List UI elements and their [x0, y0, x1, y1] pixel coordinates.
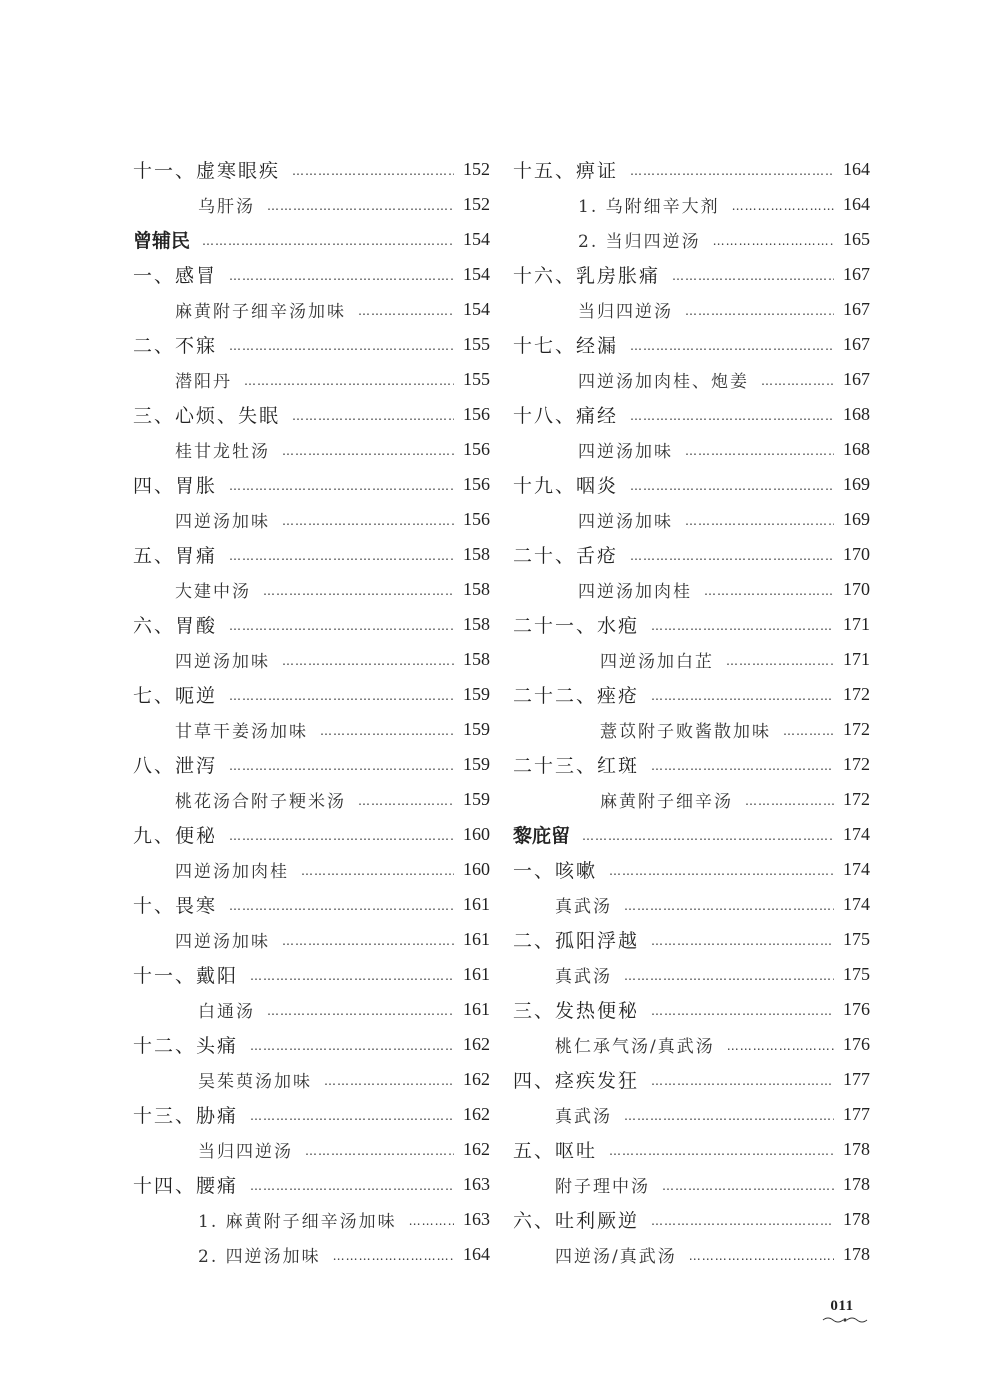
- dot-leader: [229, 480, 454, 492]
- dot-leader: [726, 655, 834, 667]
- dot-leader: [745, 795, 834, 807]
- toc-subentry[interactable]: [513, 712, 870, 747]
- toc-entry-page: 176: [843, 999, 870, 1019]
- toc-entry-title: 五、呕吐: [513, 1140, 598, 1162]
- toc-entry[interactable]: [513, 397, 870, 432]
- toc-entry-page: 171: [843, 649, 870, 669]
- toc-entry-page: 155: [463, 334, 490, 354]
- dot-leader: [229, 270, 454, 282]
- toc-entry-title: 四逆汤加味: [578, 512, 673, 532]
- toc-entry-page: 164: [463, 1244, 490, 1264]
- toc-entry[interactable]: [513, 257, 870, 292]
- dot-leader: [305, 1145, 454, 1157]
- dot-leader: [409, 1215, 454, 1227]
- toc-entry[interactable]: [133, 607, 490, 642]
- toc-entry-title: 真武汤: [555, 967, 612, 987]
- toc-entry-page: 165: [843, 229, 870, 249]
- toc-entry-title: 曾辅民: [133, 230, 191, 252]
- toc-entry-title: 四逆汤/真武汤: [555, 1247, 677, 1267]
- toc-entry-page: 159: [463, 684, 490, 704]
- toc-entry-title: 三、发热便秘: [513, 1000, 640, 1022]
- dot-leader: [229, 760, 454, 772]
- toc-entry-title: 四逆汤加白芷: [600, 652, 714, 672]
- toc-entry[interactable]: [513, 1202, 870, 1237]
- toc-subentry[interactable]: [133, 1202, 490, 1237]
- toc-entry-title: 2. 当归四逆汤: [578, 232, 701, 252]
- toc-entry-page: 174: [843, 824, 870, 844]
- dot-leader: [651, 620, 834, 632]
- toc-entry-page: 161: [463, 999, 490, 1019]
- dot-leader: [630, 550, 834, 562]
- toc-entry-page: 170: [843, 579, 870, 599]
- dot-leader: [320, 725, 454, 737]
- toc-entry[interactable]: [513, 922, 870, 957]
- toc-subentry[interactable]: [133, 922, 490, 957]
- dot-leader: [651, 760, 834, 772]
- dot-leader: [229, 690, 454, 702]
- toc-entry[interactable]: [133, 817, 490, 852]
- dot-leader: [263, 585, 454, 597]
- toc-entry-title: 四逆汤加味: [175, 512, 270, 532]
- dot-leader: [651, 935, 834, 947]
- toc-entry-page: 178: [843, 1139, 870, 1159]
- toc-subentry[interactable]: [133, 187, 490, 222]
- toc-entry-page: 162: [463, 1034, 490, 1054]
- dot-leader: [333, 1250, 454, 1262]
- dot-leader: [609, 1145, 834, 1157]
- toc-entry-title: 七、呃逆: [133, 685, 218, 707]
- toc-entry-page: 155: [463, 369, 490, 389]
- toc-entry-page: 168: [843, 439, 870, 459]
- toc-entry-title: 乌肝汤: [198, 197, 255, 217]
- dot-leader: [282, 445, 454, 457]
- toc-entry-page: 177: [843, 1069, 870, 1089]
- toc-entry-title: 六、吐利厥逆: [513, 1210, 640, 1232]
- toc-entry-title: 一、感冒: [133, 265, 218, 287]
- toc-subentry[interactable]: [513, 1237, 870, 1272]
- dot-leader: [713, 235, 834, 247]
- toc-entry-title: 三、心烦、失眠: [133, 405, 281, 427]
- dot-leader: [202, 235, 454, 247]
- toc-entry-page: 152: [463, 194, 490, 214]
- dot-leader: [282, 935, 454, 947]
- toc-entry-page: 159: [463, 754, 490, 774]
- dot-leader: [250, 1180, 454, 1192]
- dot-leader: [624, 970, 834, 982]
- dot-leader: [358, 305, 454, 317]
- dot-leader: [267, 200, 454, 212]
- toc-subentry[interactable]: [513, 887, 870, 922]
- toc-entry-page: 164: [843, 194, 870, 214]
- dot-leader: [301, 865, 454, 877]
- toc-entry-title: 2. 四逆汤加味: [198, 1247, 321, 1267]
- toc-entry[interactable]: [133, 887, 490, 922]
- toc-entry-title: 潜阳丹: [175, 372, 232, 392]
- toc-entry-page: 154: [463, 229, 490, 249]
- toc-subentry[interactable]: [513, 362, 870, 397]
- toc-section-heading[interactable]: [513, 817, 870, 852]
- toc-entry-title: 1. 麻黄附子细辛汤加味: [198, 1212, 397, 1232]
- toc-entry[interactable]: [513, 747, 870, 782]
- toc-entry-title: 十七、经漏: [513, 335, 619, 357]
- dot-leader: [292, 410, 454, 422]
- toc-entry-page: 164: [843, 159, 870, 179]
- dot-leader: [267, 1005, 454, 1017]
- toc-subentry[interactable]: [513, 502, 870, 537]
- toc-entry-title: 四逆汤加味: [175, 652, 270, 672]
- toc-entry-title: 十九、咽炎: [513, 475, 619, 497]
- toc-entry-title: 十五、痹证: [513, 160, 619, 182]
- toc-entry-page: 176: [843, 1034, 870, 1054]
- toc-entry-page: 178: [843, 1174, 870, 1194]
- toc-subentry[interactable]: [133, 572, 490, 607]
- toc-subentry[interactable]: [513, 292, 870, 327]
- toc-entry-page: 168: [843, 404, 870, 424]
- toc-entry-page: 169: [843, 474, 870, 494]
- toc-entry-page: 172: [843, 684, 870, 704]
- toc-entry-page: 175: [843, 964, 870, 984]
- toc-entry-page: 161: [463, 894, 490, 914]
- toc-entry[interactable]: [133, 467, 490, 502]
- toc-entry[interactable]: [513, 852, 870, 887]
- toc-entry[interactable]: [133, 957, 490, 992]
- dot-leader: [624, 900, 834, 912]
- toc-entry-page: 175: [843, 929, 870, 949]
- toc-entry-title: 四、痉疾发狂: [513, 1070, 640, 1092]
- toc-subentry[interactable]: [513, 187, 870, 222]
- toc-entry-title: 十一、虚寒眼疾: [133, 160, 281, 182]
- toc-entry-title: 九、便秘: [133, 825, 218, 847]
- toc-entry-title: 桃仁承气汤/真武汤: [555, 1037, 715, 1057]
- dot-leader: [651, 1005, 834, 1017]
- toc-entry[interactable]: [513, 1062, 870, 1097]
- dot-leader: [662, 1180, 834, 1192]
- dot-leader: [630, 340, 834, 352]
- dot-leader: [229, 620, 454, 632]
- toc-entry-page: 158: [463, 614, 490, 634]
- dot-leader: [704, 585, 834, 597]
- toc-entry-title: 十三、胁痛: [133, 1105, 239, 1127]
- toc-subentry[interactable]: [133, 362, 490, 397]
- toc-entry-title: 麻黄附子细辛汤加味: [175, 302, 346, 322]
- dot-leader: [783, 725, 834, 737]
- toc-entry-page: 154: [463, 299, 490, 319]
- dot-leader: [244, 375, 454, 387]
- dot-leader: [324, 1075, 454, 1087]
- toc-entry[interactable]: [133, 1097, 490, 1132]
- toc-entry[interactable]: [513, 677, 870, 712]
- toc-entry[interactable]: [133, 537, 490, 572]
- toc-entry-title: 真武汤: [555, 1107, 612, 1127]
- toc-entry-page: 163: [463, 1174, 490, 1194]
- toc-entry-page: 158: [463, 544, 490, 564]
- toc-entry-page: 172: [843, 754, 870, 774]
- dot-leader: [229, 340, 454, 352]
- dot-leader: [358, 795, 454, 807]
- dot-leader: [229, 900, 454, 912]
- toc-entry-page: 174: [843, 859, 870, 879]
- toc-subentry[interactable]: [133, 1062, 490, 1097]
- toc-entry-title: 麻黄附子细辛汤: [600, 792, 733, 812]
- toc-section-heading[interactable]: [133, 222, 490, 257]
- toc-entry-title: 桂甘龙牡汤: [175, 442, 270, 462]
- toc-entry-title: 八、泄泻: [133, 755, 218, 777]
- toc-entry[interactable]: [513, 1132, 870, 1167]
- toc-entry-title: 真武汤: [555, 897, 612, 917]
- toc-entry-title: 四逆汤加味: [175, 932, 270, 952]
- toc-entry-page: 172: [843, 719, 870, 739]
- toc-entry-title: 薏苡附子败酱散加味: [600, 722, 771, 742]
- dot-leader: [651, 690, 834, 702]
- toc-subentry[interactable]: [133, 782, 490, 817]
- toc-entry-title: 当归四逆汤: [198, 1142, 293, 1162]
- toc-subentry[interactable]: [133, 502, 490, 537]
- toc-entry-page: 156: [463, 509, 490, 529]
- toc-subentry[interactable]: [133, 292, 490, 327]
- toc-entry[interactable]: [133, 257, 490, 292]
- toc-entry-page: 158: [463, 579, 490, 599]
- toc-subentry[interactable]: [513, 222, 870, 257]
- toc-entry[interactable]: [513, 992, 870, 1027]
- dot-leader: [630, 480, 834, 492]
- toc-entry[interactable]: [513, 327, 870, 362]
- toc-entry-title: 二十一、水疱: [513, 615, 640, 637]
- toc-right-column: [513, 152, 870, 1272]
- toc-entry-page: 161: [463, 929, 490, 949]
- dot-leader: [685, 445, 834, 457]
- toc-subentry[interactable]: [133, 642, 490, 677]
- toc-entry-title: 甘草干姜汤加味: [175, 722, 308, 742]
- page-number: 011: [830, 1298, 854, 1314]
- toc-entry-title: 十、畏寒: [133, 895, 218, 917]
- dot-leader: [732, 200, 834, 212]
- toc-entry-page: 159: [463, 789, 490, 809]
- dot-leader: [292, 165, 454, 177]
- dot-leader: [609, 865, 834, 877]
- toc-entry-page: 171: [843, 614, 870, 634]
- toc-entry-page: 177: [843, 1104, 870, 1124]
- dot-leader: [761, 375, 834, 387]
- toc-entry-title: 二、孤阳浮越: [513, 930, 640, 952]
- dot-leader: [229, 550, 454, 562]
- toc-entry-title: 1. 乌附细辛大剂: [578, 197, 720, 217]
- toc-entry-page: 170: [843, 544, 870, 564]
- toc-entry-page: 167: [843, 299, 870, 319]
- toc-entry[interactable]: [513, 607, 870, 642]
- toc-entry-title: 六、胃酸: [133, 615, 218, 637]
- toc-entry-page: 154: [463, 264, 490, 284]
- toc-subentry[interactable]: [513, 782, 870, 817]
- toc-entry-title: 四逆汤加肉桂: [578, 582, 692, 602]
- toc-subentry[interactable]: [513, 1167, 870, 1202]
- toc-entry-page: 160: [463, 859, 490, 879]
- toc-entry-page: 161: [463, 964, 490, 984]
- toc-subentry[interactable]: [513, 642, 870, 677]
- dot-leader: [630, 410, 834, 422]
- toc-entry-page: 167: [843, 334, 870, 354]
- toc-entry-page: 174: [843, 894, 870, 914]
- toc-entry-title: 四逆汤加肉桂: [175, 862, 289, 882]
- toc-entry-page: 163: [463, 1209, 490, 1229]
- toc-entry[interactable]: [513, 467, 870, 502]
- toc-subentry[interactable]: [133, 432, 490, 467]
- toc-entry[interactable]: [133, 152, 490, 187]
- toc-entry-title: 十八、痛经: [513, 405, 619, 427]
- toc-entry[interactable]: [513, 537, 870, 572]
- dot-leader: [689, 1250, 834, 1262]
- toc-entry-page: 160: [463, 824, 490, 844]
- toc-subentry[interactable]: [133, 712, 490, 747]
- toc-entry-page: 152: [463, 159, 490, 179]
- toc-entry[interactable]: [133, 327, 490, 362]
- toc-subentry[interactable]: [513, 1027, 870, 1062]
- toc-entry-title: 二十二、痤疮: [513, 685, 640, 707]
- dot-leader: [651, 1215, 834, 1227]
- toc-entry-title: 附子理中汤: [555, 1177, 650, 1197]
- dot-leader: [685, 305, 834, 317]
- toc-entry-page: 167: [843, 264, 870, 284]
- toc-entry-title: 十一、戴阳: [133, 965, 239, 987]
- toc-entry-title: 白通汤: [198, 1002, 255, 1022]
- dot-leader: [624, 1110, 834, 1122]
- toc-entry-page: 162: [463, 1104, 490, 1124]
- toc-entry-title: 十六、乳房胀痛: [513, 265, 661, 287]
- dot-leader: [727, 1040, 834, 1052]
- toc-entry-title: 二十、舌疮: [513, 545, 619, 567]
- toc-entry-title: 四逆汤加肉桂、炮姜: [578, 372, 749, 392]
- toc-entry-title: 黎庇留: [513, 825, 571, 847]
- toc-entry[interactable]: [133, 1167, 490, 1202]
- toc-left-column: [133, 152, 490, 1272]
- toc-entry-title: 十四、腰痛: [133, 1175, 239, 1197]
- toc-entry-title: 二、不寐: [133, 335, 218, 357]
- toc-entry[interactable]: [133, 397, 490, 432]
- toc-entry[interactable]: [513, 152, 870, 187]
- toc-entry-title: 当归四逆汤: [578, 302, 673, 322]
- toc-entry-page: 156: [463, 474, 490, 494]
- dot-leader: [250, 1040, 454, 1052]
- ornament-icon: [822, 1316, 868, 1324]
- toc-entry-page: 156: [463, 404, 490, 424]
- toc-subentry[interactable]: [133, 1132, 490, 1167]
- toc-entry-page: 172: [843, 789, 870, 809]
- toc-entry-title: 四、胃胀: [133, 475, 218, 497]
- page-footer: [822, 1298, 862, 1324]
- toc-entry[interactable]: [133, 1027, 490, 1062]
- toc-entry[interactable]: [133, 677, 490, 712]
- dot-leader: [250, 1110, 454, 1122]
- toc-entry-title: 桃花汤合附子粳米汤: [175, 792, 346, 812]
- dot-leader: [282, 655, 454, 667]
- toc-subentry[interactable]: [513, 1097, 870, 1132]
- toc-subentry[interactable]: [133, 992, 490, 1027]
- toc-entry-title: 十二、头痛: [133, 1035, 239, 1057]
- toc-subentry[interactable]: [513, 432, 870, 467]
- toc-entry-page: 178: [843, 1209, 870, 1229]
- toc-subentry[interactable]: [513, 572, 870, 607]
- toc-entry-page: 162: [463, 1069, 490, 1089]
- toc-subentry[interactable]: [133, 852, 490, 887]
- toc-entry-page: 158: [463, 649, 490, 669]
- toc-entry-title: 一、咳嗽: [513, 860, 598, 882]
- toc-entry-title: 吴茱萸汤加味: [198, 1072, 312, 1092]
- dot-leader: [250, 970, 454, 982]
- dot-leader: [651, 1075, 834, 1087]
- dot-leader: [282, 515, 454, 527]
- dot-leader: [229, 830, 454, 842]
- toc-subentry[interactable]: [133, 1237, 490, 1272]
- toc-entry-page: 156: [463, 439, 490, 459]
- toc-entry-page: 162: [463, 1139, 490, 1159]
- toc-subentry[interactable]: [513, 957, 870, 992]
- toc-entry-title: 四逆汤加味: [578, 442, 673, 462]
- dot-leader: [685, 515, 834, 527]
- toc-entry-title: 二十三、红斑: [513, 755, 640, 777]
- toc-entry-title: 五、胃痛: [133, 545, 218, 567]
- dot-leader: [672, 270, 834, 282]
- toc-entry-page: 167: [843, 369, 870, 389]
- dot-leader: [582, 830, 834, 842]
- toc-entry-page: 178: [843, 1244, 870, 1264]
- toc-entry-page: 169: [843, 509, 870, 529]
- toc-entry[interactable]: [133, 747, 490, 782]
- toc-entry-title: 大建中汤: [175, 582, 251, 602]
- dot-leader: [630, 165, 834, 177]
- toc-entry-page: 159: [463, 719, 490, 739]
